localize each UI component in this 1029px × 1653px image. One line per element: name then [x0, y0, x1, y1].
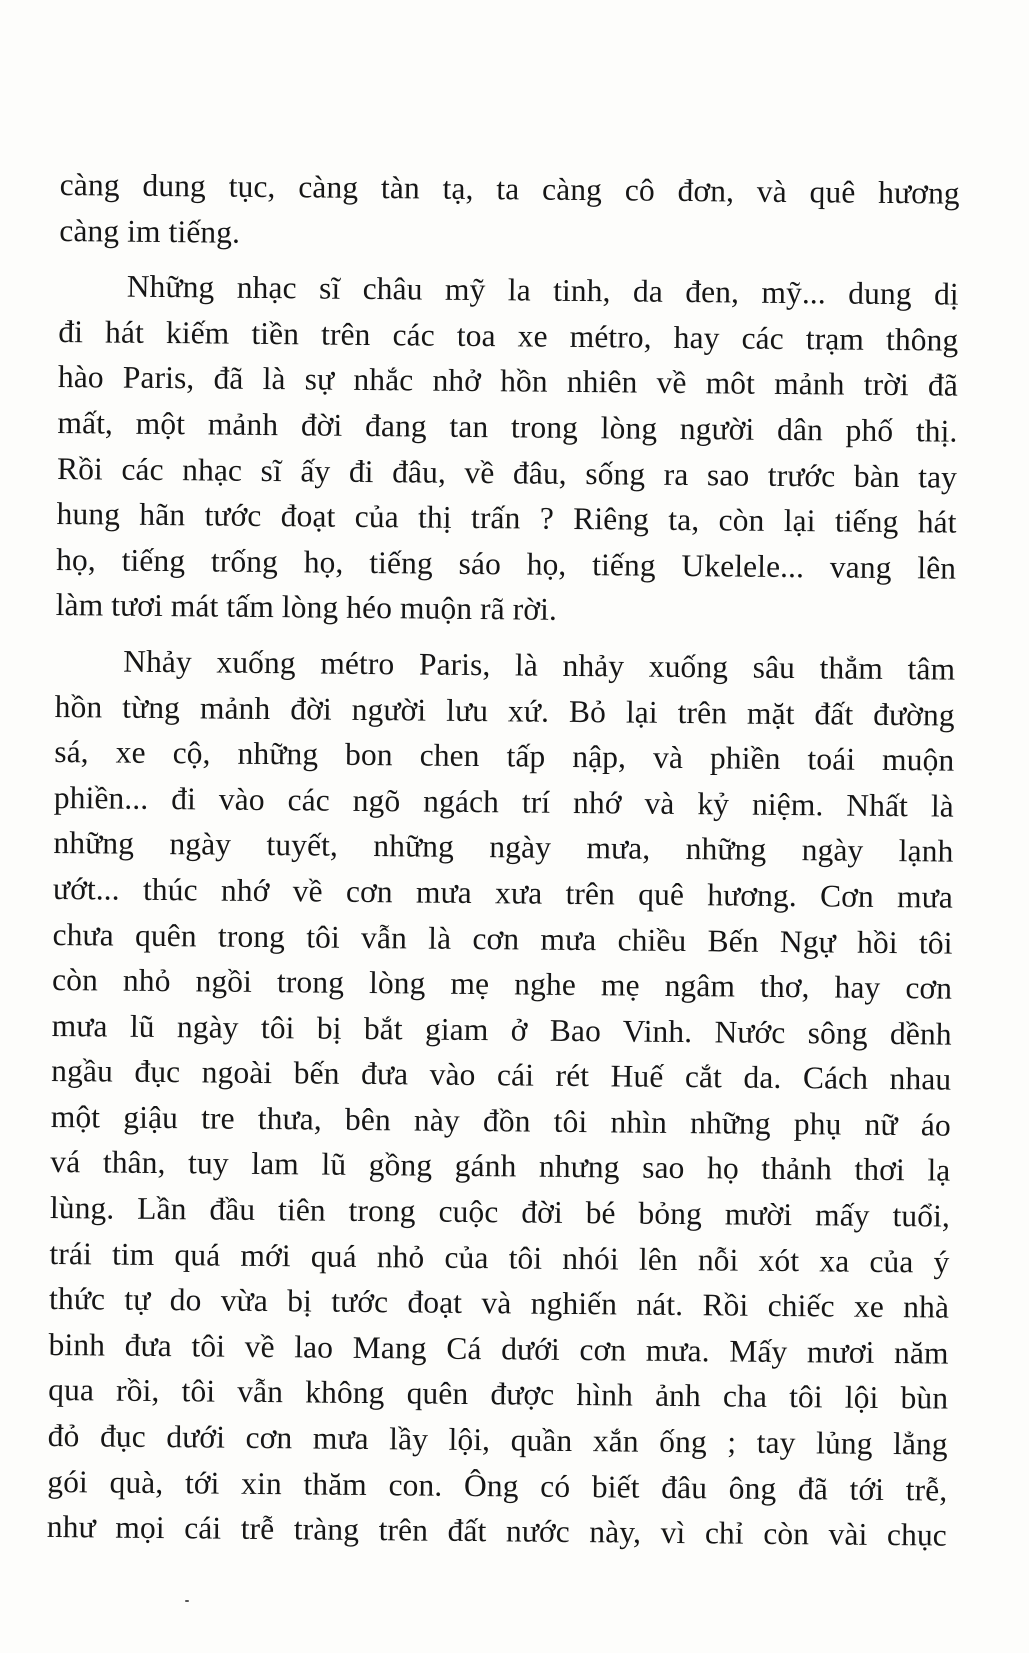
text-line: hồn từng mảnh đời người lưu xứ. Bỏ lại trên mặt đất đường [54, 688, 955, 733]
text-line: chưa quên trong tôi vẫn là cơn mưa chiều Bến Ngự hồi tôi [52, 916, 953, 961]
paragraph-3 [47, 638, 956, 1558]
text-line: một giậu tre thưa, bên này đồn tôi nhìn những phụ nữ áo [50, 1098, 951, 1143]
paragraph-2 [56, 263, 959, 636]
text-line: vá thân, tuy lam lũ gồng gánh nhưng sao họ thảnh thơi lạ [50, 1144, 951, 1189]
paragraph-1 [59, 162, 960, 262]
scan-speck [185, 1600, 189, 1602]
text-line: còn nhỏ ngồi trong lòng mẹ nghe mẹ ngâm thơ, hay cơn [51, 962, 953, 1006]
text-line: hung hãn tước đoạt của thị trấn ? Riêng ta, còn lại tiếng hát [56, 496, 957, 540]
text-line: Rồi các nhạc sĩ ấy đi đâu, về đâu, sống ra sao trước bàn tay [56, 450, 958, 495]
text-line: mất, một mảnh đời đang tan trong lòng người dân phố thị. [57, 404, 958, 449]
text-line: Những nhạc sĩ châu mỹ la tinh, da đen, mỹ... dung dị [126, 268, 959, 312]
text-line: gói quà, tới xin thăm con. Ông có biết đâu ông đã tới trễ, [47, 1463, 948, 1508]
text-line: càng im tiếng. [59, 212, 241, 250]
text-line: lùng. Lần đầu tiên trong cuộc đời bé bỏng mười mấy tuổi, [49, 1190, 951, 1234]
text-line: qua rồi, tôi vẫn không quên được hình ảnh cha tôi lội bùn [48, 1372, 949, 1417]
text-line: phiền... đi vào các ngõ ngách trí nhớ và kỷ niệm. Nhất là [53, 779, 955, 824]
text-line: họ, tiếng trống họ, tiếng sáo họ, tiếng Ukelele... vang lên [56, 541, 957, 586]
text-line: trái tim quá mới quá nhỏ của tôi nhói lên nỗi xót xa của ý [49, 1235, 950, 1280]
text-line: mưa lũ ngày tôi bị bắt giam ở Bao Vinh. Nước sông dềnh [51, 1007, 952, 1052]
text-line: làm tươi mát tấm lòng héo muộn rã rời. [55, 587, 558, 628]
text-line: ướt... thúc nhớ về cơn mưa xưa trên quê hương. Cơn mưa [52, 870, 954, 915]
text-line: hào Paris, đã là sự nhắc nhở hồn nhiên về môt mảnh trời đã [57, 359, 959, 404]
text-line: Nhảy xuống métro Paris, là nhảy xuống sâu thẳm tâm [123, 643, 956, 687]
text-line: càng dung tục, càng tàn tạ, ta càng cô đơn, và quê hương [59, 166, 960, 211]
text-line: đỏ đục dưới cơn mưa lầy lội, quần xắn ống ; tay lủng lẳng [47, 1417, 948, 1462]
text-line: như mọi cái trễ tràng trên đất nước này, vì chỉ còn vài chục [46, 1509, 948, 1553]
text-line: sá, xe cộ, những bon chen tấp nập, và phiền toái muộn [54, 734, 955, 778]
text-line: thức tự do vừa bị tước đoạt và nghiến nát. Rồi chiếc xe nhà [48, 1281, 950, 1325]
text-line: binh đưa tôi về lao Mang Cá dưới cơn mưa. Mấy mươi năm [48, 1326, 949, 1371]
body-text [47, 162, 960, 1558]
text-line: những ngày tuyết, những ngày mưa, những ngày lạnh [53, 825, 954, 869]
text-line: đi hát kiếm tiền trên các toa xe métro, hay các trạm thông [58, 313, 959, 358]
text-line: ngầu đục ngoài bến đưa vào cái rét Huế cắt da. Cách nhau [51, 1053, 952, 1097]
